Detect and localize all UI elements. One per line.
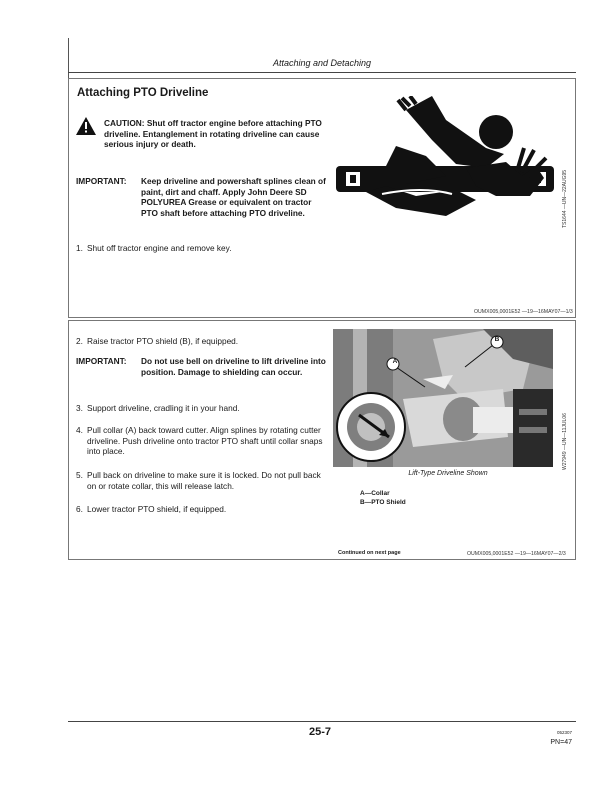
important-text: Keep driveline and powershaft splines clean of paint, dirt and chaff. Apply John Deere SD POLYUREA Grease or equivalent on tractor PTO shaft before attaching PTO driveline. [141, 176, 326, 218]
legend-b: B—PTO Shield [360, 499, 406, 506]
pn-code: PN=47 [550, 739, 572, 746]
important-text: Do not use bell on driveline to lift driveline into position. Damage to shielding can occur. [141, 356, 326, 377]
figure-legend [360, 489, 406, 507]
figure-id-1: TS1644 —UN—22AUG95 [562, 169, 568, 228]
step-number: 6. [76, 504, 83, 514]
continued-note: Continued on next page [338, 550, 401, 556]
callout-a-label: A [392, 358, 398, 365]
entanglement-illustration [336, 96, 554, 220]
step-text: Pull collar (A) back toward cutter. Align splines by rotating cutter driveline. Push driveline onto tractor PTO shaft until collar snaps into place. [87, 425, 323, 457]
page-number: 25-7 [308, 726, 332, 738]
running-header: Attaching and Detaching [272, 58, 372, 68]
step-text: Pull back on driveline to make sure it is locked. Do not pull back on or rotate collar, this will release latch. [87, 470, 321, 491]
step-text: Lower tractor PTO shield, if equipped. [87, 504, 227, 514]
driveline-photo [333, 329, 553, 467]
date-code: 052307 [556, 730, 572, 735]
step-number: 3. [76, 403, 83, 413]
step-number: 4. [76, 425, 83, 435]
caution-text: CAUTION: Shut off tractor engine before attaching PTO driveline. Entanglement in rotating driveline can cause serious injury or death. [104, 118, 322, 150]
legend-a: A—Collar [360, 490, 390, 497]
figure-id-2: W27949 —UN—11JUL06 [562, 413, 568, 470]
step-number: 5. [76, 470, 83, 480]
figure-caption: Lift-Type Driveline Shown [408, 470, 488, 477]
reference-code-1: OUMX005,0001E52 —19—16MAY07—1/3 [474, 309, 573, 315]
reference-code-2: OUMX005,0001E52 —19—16MAY07—2/3 [467, 551, 566, 557]
footer-divider [68, 721, 576, 722]
important-label: IMPORTANT: [76, 176, 127, 186]
step-text: Support driveline, cradling it in your hand. [87, 403, 240, 413]
step-text: Raise tractor PTO shield (B), if equipped. [87, 336, 239, 346]
step-number: 1. [76, 243, 83, 253]
section-title: Attaching PTO Driveline [77, 87, 209, 99]
step-text: Shut off tractor engine and remove key. [87, 243, 232, 253]
warning-icon [76, 117, 96, 135]
callout-b-label: B [494, 336, 500, 343]
important-label: IMPORTANT: [76, 356, 127, 366]
header-divider [68, 72, 576, 73]
step-number: 2. [76, 336, 83, 346]
